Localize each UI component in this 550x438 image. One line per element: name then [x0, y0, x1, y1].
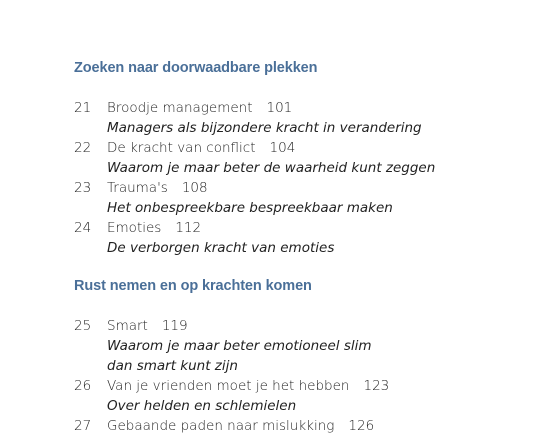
entry-subtitle: Het onbespreekbare bespreekbaar maken — [107, 200, 393, 216]
entry-page: 104 — [269, 140, 296, 156]
entry-title: De kracht van conflict — [107, 140, 256, 156]
entry-number: 22 — [74, 140, 92, 156]
entry-number: 23 — [74, 180, 92, 196]
section-heading: Rust nemen en op krachten komen — [74, 278, 312, 294]
section-heading: Zoeken naar doorwaadbare plekken — [74, 60, 318, 76]
entry-subtitle: Over helden en schlemielen — [107, 398, 297, 414]
entry-title: Emoties — [107, 220, 162, 236]
entry-number: 25 — [74, 318, 92, 334]
entry-title: Trauma's — [107, 180, 168, 196]
entry-page: 101 — [266, 100, 293, 116]
entry-number: 21 — [74, 100, 92, 116]
entry-subtitle: Managers als bijzondere kracht in verandering — [107, 120, 422, 136]
entry-page: 123 — [363, 378, 390, 394]
entry-page: 108 — [181, 180, 208, 196]
entry-subtitle: Waarom je maar beter de waarheid kunt zeggen — [107, 160, 436, 176]
entry-subtitle: De verborgen kracht van emoties — [107, 240, 335, 256]
entry-number: 24 — [74, 220, 92, 236]
entry-page: 119 — [161, 318, 188, 334]
entry-title: Broodje management — [107, 100, 253, 116]
entry-title: Van je vrienden moet je het hebben — [107, 378, 350, 394]
entry-title: Gebaande paden naar mislukking — [107, 418, 335, 434]
entry-subtitle: dan smart kunt zijn — [107, 358, 238, 374]
entry-page: 112 — [175, 220, 202, 236]
entry-subtitle: Waarom je maar beter emotioneel slim — [107, 338, 372, 354]
entry-number: 27 — [74, 418, 92, 434]
entry-title: Smart — [107, 318, 148, 334]
entry-number: 26 — [74, 378, 92, 394]
entry-page: 126 — [348, 418, 375, 434]
